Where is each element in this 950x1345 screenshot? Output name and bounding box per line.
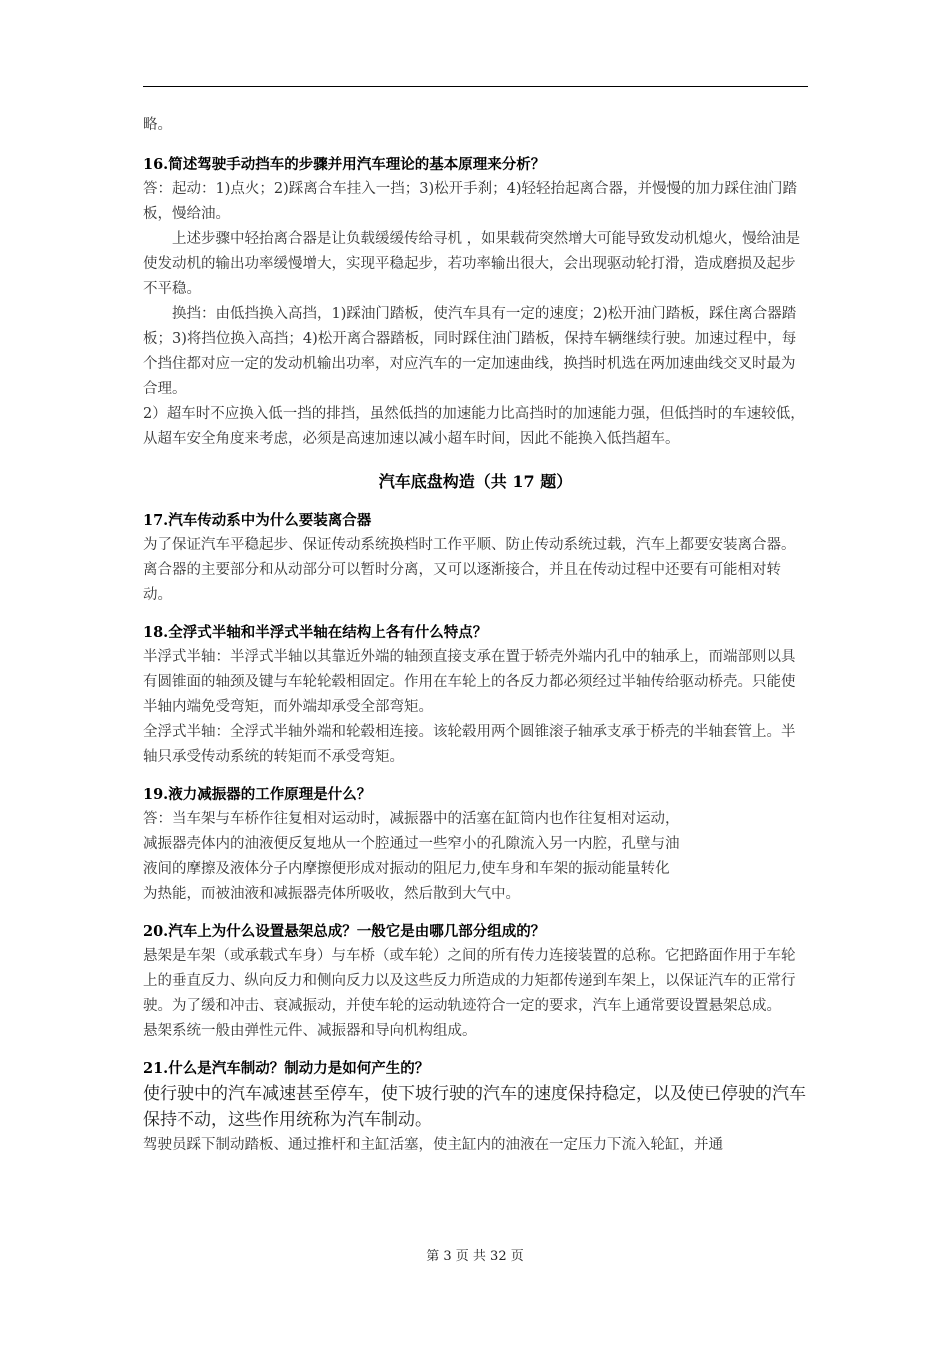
question-21-answer: 驾驶员踩下制动踏板、通过推杆和主缸活塞，使主缸内的油液在一定压力下流入轮缸，并通 [143,1137,723,1153]
question-18-title: 18.全浮式半轴和半浮式半轴在结构上各有什么特点？ [143,624,488,641]
question-17-answer: 为了保证汽车平稳起步、保证传动系统换档时工作平顺、防止传动系统过载，汽车上都要安装离合器。离合器的主要部分和从动部分可以暂时分离，又可以逐渐接合，并且在传动过程中还要有可能相对转动。 [143,537,796,603]
question-19-line: 减振器壳体内的油液便反复地从一个腔通过一些窄小的孔隙流入另一内腔，孔壁与油 [143,836,680,852]
question-21-title: 21.什么是汽车制动？制动力是如何产生的？ [143,1060,430,1077]
question-16-answer-overtake: 2）超车时不应换入低一挡的排挡，虽然低挡的加速能力比高挡时的加速能力强，但低挡时的车速较低，从超车安全角度来考虑，必须是高速加速以减小超车时间，因此不能换入低挡超车。 [143,406,805,447]
question-21-definition: 使行驶中的汽车减速甚至停车，使下坡行驶的汽车的速度保持稳定，以及使已停驶的汽车保持不动，这些作用统称为汽车制动。 [143,1084,806,1130]
question-20-answer: 悬架是车架（或承载式车身）与车桥（或车轮）之间的所有传力连接装置的总称。它把路面作用于车轮上的垂直反力、纵向反力和侧向反力以及这些反力所造成的力矩都传递到车架上，以保证汽车的正常行驶。为了缓和冲击、衰减振动，并使车轮的运动轨迹符合一定的要求，汽车上通常要设置悬架总成。 [143,948,796,1014]
question-19-line: 为热能，而被油液和减振器壳体所吸收，然后散到大气中。 [143,886,520,902]
page-footer: 第 3 页 共 32 页 [426,1249,524,1264]
continuation-text: 略。 [143,117,172,133]
question-17-title: 17.汽车传动系中为什么要装离合器 [143,512,372,529]
question-16-answer-start: 答：起动：1)点火；2)踩离合车挂入一挡；3)松开手刹；4)轻轻抬起离合器，并慢慢的加力踩住油门踏板，慢给油。 [143,181,798,222]
page-content [143,113,808,1158]
question-20-title: 20.汽车上为什么设置悬架总成？一般它是由哪几部分组成的？ [143,923,546,940]
question-16-answer-shift: 换挡：由低挡换入高挡，1)踩油门踏板，使汽车具有一定的速度；2)松开油门踏板，踩住离合器踏板；3)将挡位换入高挡；4)松开离合器踏板，同时踩住油门踏板，保持车辆继续行驶。加速过程中，每个挡住都对应一定的发动机输出功率，对应汽车的一定加速曲线，换挡时机选在两加速曲线交叉时最为合理。 [143,306,797,397]
question-18-answer-semi-floating: 半浮式半轴：半浮式半轴以其靠近外端的轴颈直接支承在置于轿壳外端内孔中的轴承上，而端部则以具有圆锥面的轴颈及键与车轮轮毂相固定。作用在车轮上的各反力都必须经过半轴传给驱动桥壳。只能使半轴内端免受弯矩，而外端却承受全部弯矩。 [143,649,796,715]
question-19-line: 液间的摩擦及液体分子内摩擦便形成对振动的阻尼力,使车身和车架的振动能量转化 [143,861,670,877]
question-16-title: 16.简述驾驶手动挡车的步骤并用汽车理论的基本原理来分析？ [143,156,546,173]
question-20-components: 悬架系统一般由弹性元件、减振器和导向机构组成。 [143,1023,477,1039]
question-18-answer-full-floating: 全浮式半轴：全浮式半轴外端和轮毂相连接。该轮毂用两个圆锥滚子轴承支承于桥壳的半轴套管上。半轴只承受传动系统的转矩而不承受弯矩。 [143,724,796,765]
question-19-title: 19.液力减振器的工作原理是什么？ [143,786,372,803]
header-rule [143,86,808,87]
section-title: 汽车底盘构造（共 17 题） [378,472,573,491]
question-16-answer-analysis: 上述步骤中轻抬离合器是让负载缓缓传给寻机 ，如果载荷突然增大可能导致发动机熄火，慢给油是使发动机的输出功率缓慢增大，实现平稳起步，若功率输出很大，会出现驱动轮打滑，造成磨损及起步不平稳。 [143,231,801,297]
question-19-line: 答：当车架与车桥作往复相对运动时，减振器中的活塞在缸筒内也作往复相对运动， [143,811,680,827]
